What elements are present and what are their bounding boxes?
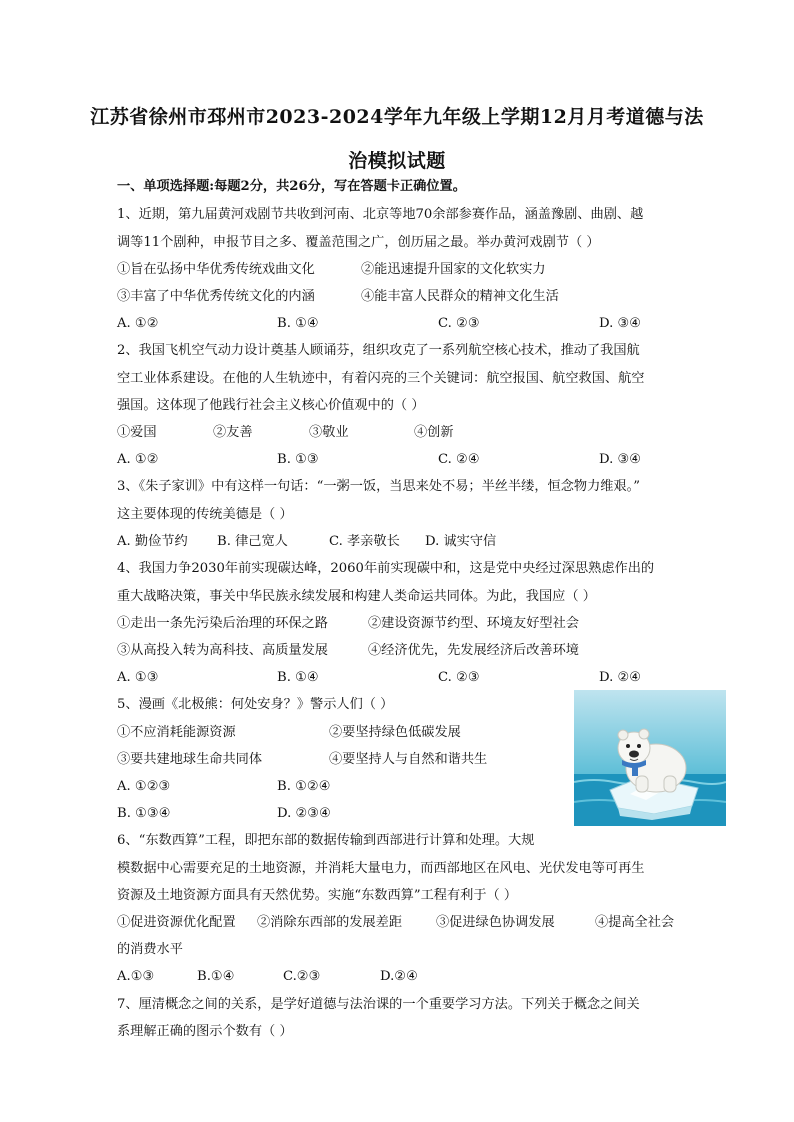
exam-title-line1: 江苏省徐州市邳州市2023-2024学年九年级上学期12月月考道德与法 xyxy=(90,106,704,128)
q5-statement-4: ④要坚持人与自然和谐共生 xyxy=(329,752,488,767)
q6-choice-b: B.①④ xyxy=(197,969,235,984)
q2-statement-1: ①爱国 xyxy=(117,425,157,440)
q4-choice-b: B. ①④ xyxy=(277,670,319,685)
q5-statement-2: ②要坚持绿色低碳发展 xyxy=(329,725,461,740)
section-heading: 一、单项选择题:每题2分，共26分，写在答题卡正确位置。 xyxy=(117,179,466,194)
q6-statement-2: ②消除东西部的发展差距 xyxy=(257,915,403,930)
q5-statement-1: ①不应消耗能源资源 xyxy=(117,725,236,740)
q1-stem-line2: 调等11个剧种，申报节目之多、覆盖范围之广，创历届之最。举办黄河戏剧节（ ） xyxy=(117,235,600,250)
q5-choice-a: A. ①②③ xyxy=(117,779,171,794)
q4-statement-3: ③从高投入转为高科技、高质量发展 xyxy=(117,643,328,658)
q6-choice-d: D.②④ xyxy=(380,969,418,984)
exam-title-line2: 治模拟试题 xyxy=(348,150,446,172)
q1-choice-a: A. ①② xyxy=(117,316,159,331)
q4-choice-d: D. ②④ xyxy=(599,670,642,685)
q2-choice-a: A. ①② xyxy=(117,452,159,467)
q1-statement-3: ③丰富了中华优秀传统文化的内涵 xyxy=(117,289,315,304)
q2-statement-2: ②友善 xyxy=(213,425,253,440)
q2-stem-line3: 强国。这体现了他践行社会主义核心价值观中的（ ） xyxy=(117,398,425,413)
q1-statement-1: ①旨在弘扬中华优秀传统戏曲文化 xyxy=(117,262,315,277)
q1-choice-b: B. ①④ xyxy=(277,316,319,331)
q4-statement-2: ②建设资源节约型、环境友好型社会 xyxy=(368,616,579,631)
polar-bear-cartoon xyxy=(574,690,726,826)
q5-choice-b: B. ①②④ xyxy=(277,779,331,794)
q5-choice-d: D. ②③④ xyxy=(277,806,331,821)
q5-choice-c: B. ①③④ xyxy=(117,806,171,821)
q3-stem-line1: 3、《朱子家训》中有这样一句话：“一粥一饭，当思来处不易；半丝半缕，恒念物力维艰。” xyxy=(117,479,640,494)
q2-choice-b: B. ①③ xyxy=(277,452,319,467)
q4-stem-line2: 重大战略决策，事关中华民族永续发展和构建人类命运共同体。为此，我国应（ ） xyxy=(117,589,596,604)
q6-statement-4: ④提高全社会 xyxy=(595,915,675,930)
q2-statement-4: ④创新 xyxy=(414,425,454,440)
q3-choice-b: B. 律己宽人 xyxy=(217,534,288,549)
q5-stem-line1: 5、漫画《北极熊：何处安身？》警示人们（ ） xyxy=(117,697,394,712)
q1-choice-c: C. ②③ xyxy=(438,316,480,331)
q3-choice-d: D. 诚实守信 xyxy=(425,534,497,549)
polar-bear-illustration xyxy=(574,690,726,826)
q6-statement-1: ①促进资源优化配置 xyxy=(117,915,236,930)
q2-choice-d: D. ③④ xyxy=(599,452,642,467)
q2-choice-c: C. ②④ xyxy=(438,452,480,467)
q3-choice-c: C. 孝亲敬长 xyxy=(329,534,400,549)
q6-stem-line2: 模数据中心需要充足的土地资源，并消耗大量电力，而西部地区在风电、光伏发电等可再生 xyxy=(117,861,645,876)
q3-stem-line2: 这主要体现的传统美德是（ ） xyxy=(117,507,293,522)
q4-choice-c: C. ②③ xyxy=(438,670,480,685)
q2-stem-line1: 2、我国飞机空气动力设计奠基人顾诵芬，组织攻克了一系列航空核心技术，推动了我国航 xyxy=(117,343,640,358)
q6-statement-3: ③促进绿色协调发展 xyxy=(436,915,555,930)
q4-statement-4: ④经济优先，先发展经济后改善环境 xyxy=(368,643,579,658)
q3-choice-a: A. 勤俭节约 xyxy=(117,534,188,549)
q1-stem-line1: 1、近期，第九届黄河戏剧节共收到河南、北京等地70余部参赛作品，涵盖豫剧、曲剧、越 xyxy=(117,207,644,222)
q5-statement-3: ③要共建地球生命共同体 xyxy=(117,752,263,767)
q6-statement-4-continued: 的消费水平 xyxy=(117,942,183,957)
q4-stem-line1: 4、我国力争2030年前实现碳达峰，2060年前实现碳中和，这是党中央经过深思熟虑作出的 xyxy=(117,561,655,576)
q1-statement-4: ④能丰富人民群众的精神文化生活 xyxy=(361,289,559,304)
q1-choice-d: D. ③④ xyxy=(599,316,642,331)
q2-stem-line2: 空工业体系建设。在他的人生轨迹中，有着闪亮的三个关键词：航空报国、航空救国、航空 xyxy=(117,371,645,386)
q6-stem-line1: 6、“东数西算”工程，即把东部的数据传输到西部进行计算和处理。大规 xyxy=(117,833,535,848)
q6-choice-a: A.①③ xyxy=(117,969,155,984)
q6-stem-line3: 资源及土地资源方面具有天然优势。实施“东数西算”工程有利于（ ） xyxy=(117,888,518,903)
q6-choice-c: C.②③ xyxy=(283,969,321,984)
q7-stem-line1: 7、厘清概念之间的关系，是学好道德与法治课的一个重要学习方法。下列关于概念之间关 xyxy=(117,997,640,1012)
q1-statement-2: ②能迅速提升国家的文化软实力 xyxy=(361,262,546,277)
q4-choice-a: A. ①③ xyxy=(117,670,159,685)
q2-statement-3: ③敬业 xyxy=(309,425,349,440)
q4-statement-1: ①走出一条先污染后治理的环保之路 xyxy=(117,616,328,631)
q7-stem-line2: 系理解正确的图示个数有（ ） xyxy=(117,1024,293,1039)
